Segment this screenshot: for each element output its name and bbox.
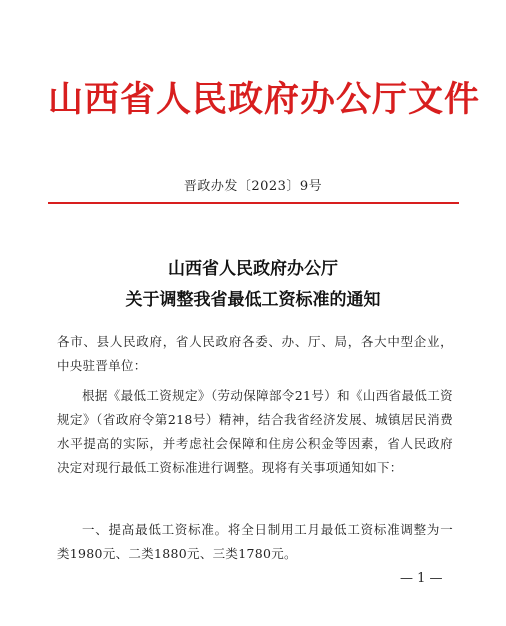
notice-issuer-title: 山西省人民政府办公厅 bbox=[168, 259, 338, 279]
page-number: — 1 — bbox=[400, 571, 443, 586]
addressee-paragraph: 各市、县人民政府，省人民政府各委、办、厅、局，各大中型企业，中央驻晋单位： bbox=[57, 334, 453, 373]
red-header-title: 山西省人民政府办公厅文件 bbox=[48, 79, 481, 120]
document-number: 晋政办发〔2023〕9号 bbox=[183, 179, 323, 194]
body-paragraph-1: 根据《最低工资规定》（劳动保障部令21号）和《山西省最低工资规定》（省政府令第218号）精神，结合我省经济发展、城镇居民消费水平提高的实际，并考虑社会保障和住房公积金等因素，省人民政府决定对现行最低工资标准进行调整。现将有关事项通知如下： bbox=[57, 388, 453, 475]
notice-subject-title: 关于调整我省最低工资标准的通知 bbox=[125, 290, 381, 310]
body-paragraph-2: 一、提高最低工资标准。将全日制用工月最低工资标准调整为一类1980元、二类1880元、三类1780元。 bbox=[57, 522, 453, 561]
red-divider-line bbox=[48, 202, 459, 204]
